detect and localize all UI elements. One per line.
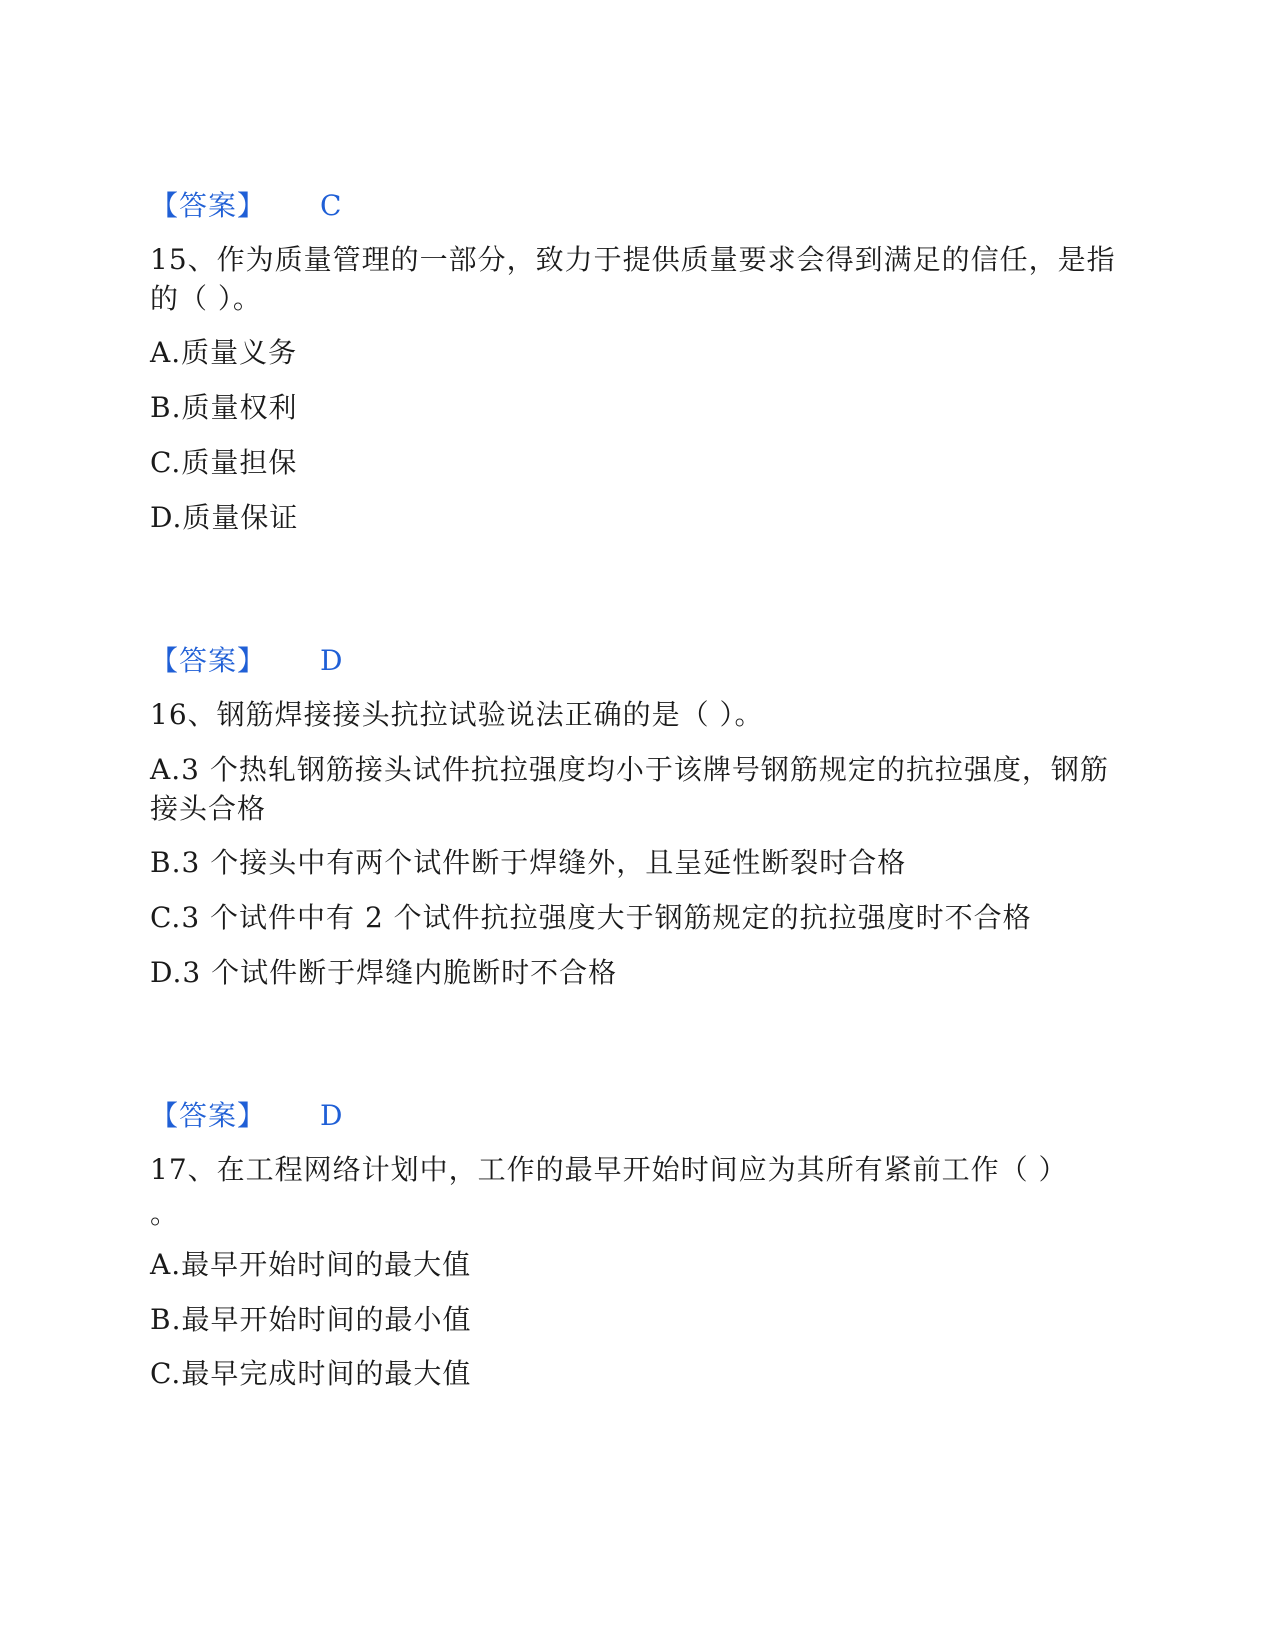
answer-value: D <box>320 1099 344 1132</box>
option-b: B.最早开始时间的最小值 <box>150 1303 472 1336</box>
question-17-line-2: 。 <box>150 1197 180 1230</box>
option-a: A.最早开始时间的最大值 <box>150 1248 472 1281</box>
option-c: C.最早完成时间的最大值 <box>150 1357 472 1390</box>
option-c: C.质量担保 <box>150 446 298 479</box>
answer-label: 【答案】 <box>150 189 267 222</box>
answer-label: 【答案】 <box>150 644 267 677</box>
option-b: B.质量权利 <box>150 391 298 424</box>
option-a: A.质量义务 <box>150 336 298 369</box>
question-16: 16、钢筋焊接接头抗拉试验说法正确的是（ ）。 <box>150 698 764 731</box>
answer-value: C <box>320 189 343 222</box>
option-c: C.3 个试件中有 2 个试件抗拉强度大于钢筋规定的抗拉强度时不合格 <box>150 901 1032 934</box>
answer-line-q15 <box>150 641 1110 681</box>
question-15-line-1: 15、作为质量管理的一部分，致力于提供质量要求会得到满足的信任，是指 <box>150 243 1116 276</box>
answer-line-q14 <box>150 186 1110 226</box>
answer-line-q16 <box>150 1096 1110 1136</box>
option-a: A.3 个热轧钢筋接头试件抗拉强度均小于该牌号钢筋规定的抗拉强度，钢筋 <box>150 753 1109 786</box>
option-b: B.3 个接头中有两个试件断于焊缝外，且呈延性断裂时合格 <box>150 846 907 879</box>
answer-label: 【答案】 <box>150 1099 267 1132</box>
question-15-line-2: 的（ ）。 <box>150 282 262 315</box>
question-17-line-1: 17、在工程网络计划中，工作的最早开始时间应为其所有紧前工作（ ） <box>150 1153 1068 1186</box>
option-d: D.3 个试件断于焊缝内脆断时不合格 <box>150 956 618 989</box>
option-a-continued: 接头合格 <box>150 792 267 825</box>
answer-value: D <box>320 644 344 677</box>
option-d: D.质量保证 <box>150 501 299 534</box>
